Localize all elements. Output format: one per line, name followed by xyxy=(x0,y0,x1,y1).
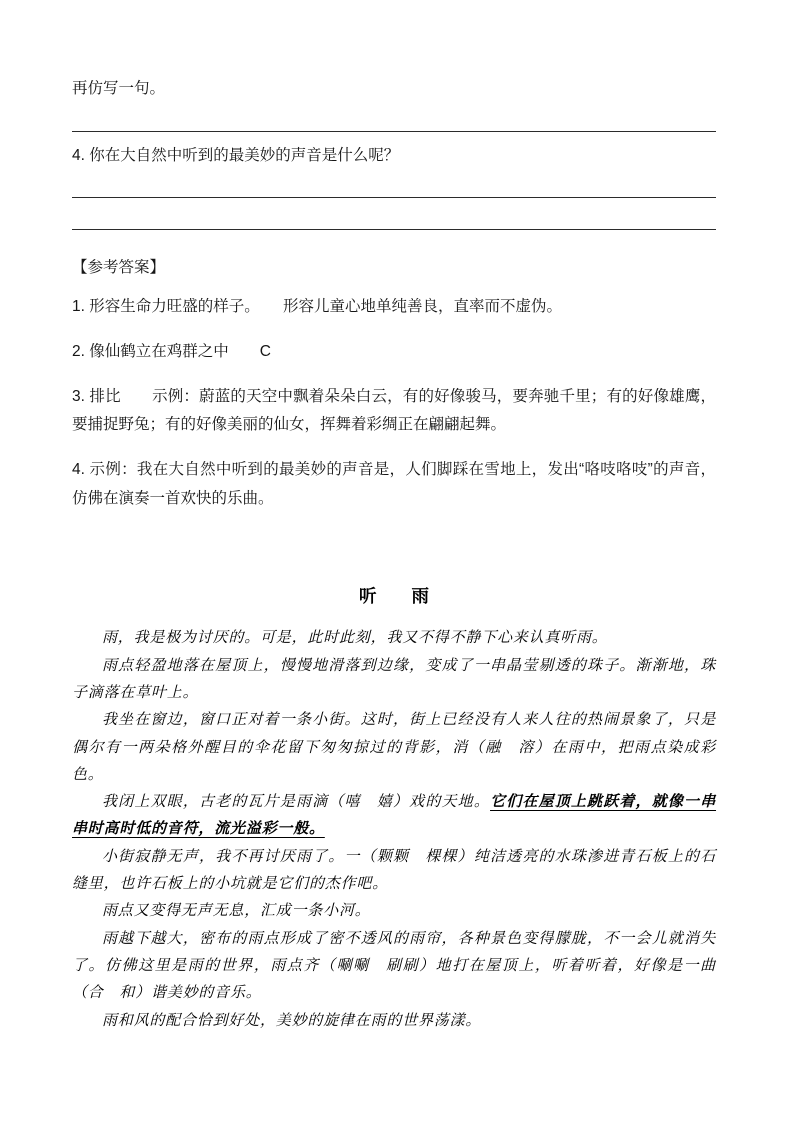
answer-blank-line xyxy=(72,131,716,132)
answer-blank-line xyxy=(72,197,716,198)
passage-paragraph-2: 雨点轻盈地落在屋顶上，慢慢地滑落到边缘，变成了一串晶莹剔透的珠子。渐渐地，珠子滴落在草叶上。 xyxy=(72,655,716,701)
reference-answers-section xyxy=(72,255,716,513)
passage-paragraph-1: 雨，我是极为讨厌的。可是，此时此刻，我又不得不静下心来认真听雨。 xyxy=(102,628,608,647)
answers-header: 【参考答案】 xyxy=(72,259,166,277)
passage-paragraph-7: 雨越下越大，密布的雨点形成了密不透风的雨帘，各种景色变得朦胧，不一会儿就消失了。仿佛这里是雨的世界，雨点齐（唰唰 刷刷）地打在屋顶上，听着听着，好像是一曲（合 和）谐美妙的音乐。 xyxy=(72,928,716,1002)
answer-item-2: 2. 像仙鹤立在鸡群之中 C xyxy=(72,343,271,361)
underlined-sentence: 它们在屋顶上跳跃着，就像一串串时高时低的音符，流光溢彩一般。 xyxy=(72,792,717,838)
question-4: 4. 你在大自然中听到的最美妙的声音是什么呢？ xyxy=(72,146,400,164)
answer-blank-line xyxy=(72,229,716,230)
exercise-section xyxy=(72,78,716,230)
passage-paragraph-5: 小街寂静无声，我不再讨厌雨了。一（颗颗 棵棵）纯洁透亮的水珠渗进青石板上的石缝里，也许石板上的小坑就是它们的杰作吧。 xyxy=(72,846,716,893)
passage-paragraph-3: 我坐在窗边，窗口正对着一条小街。这时，街上已经没有人来人往的热闹景象了，只是偶尔有一两朵格外醒目的伞花留下匆匆掠过的背影，消（融 溶）在雨中，把雨点染成彩色。 xyxy=(72,710,716,783)
answer-item-3: 3. 排比 示例：蔚蓝的天空中飘着朵朵白云，有的好像骏马，要奔驰千里；有的好像雄鹰，要捕捉野兔；有的好像美丽的仙女，挥舞着彩绸正在翩翩起舞。 xyxy=(72,387,716,434)
passage-paragraph-4-text: 我闭上双眼，古老的瓦片是雨滴（嘻 嬉）戏的天地。 xyxy=(102,792,491,811)
passage-title: 听 雨 xyxy=(359,586,429,607)
passage-paragraph-8: 雨和风的配合恰到好处，美妙的旋律在雨的世界荡漾。 xyxy=(102,1010,482,1029)
answer-item-4: 4. 示例：我在大自然中听到的最美妙的声音是，人们脚踩在雪地上，发出“咯吱咯吱”的声音，仿佛在演奏一首欢快的乐曲。 xyxy=(72,461,716,507)
reading-passage-section xyxy=(72,583,716,1033)
exercise-prompt: 再仿写一句。 xyxy=(72,80,166,97)
passage-paragraph-6: 雨点又变得无声无息，汇成一条小河。 xyxy=(102,901,371,920)
passage-paragraph-4 xyxy=(72,788,716,843)
answer-item-1: 1. 形容生命力旺盛的样子。 形容儿童心地单纯善良，直率而不虚伪。 xyxy=(72,298,562,316)
